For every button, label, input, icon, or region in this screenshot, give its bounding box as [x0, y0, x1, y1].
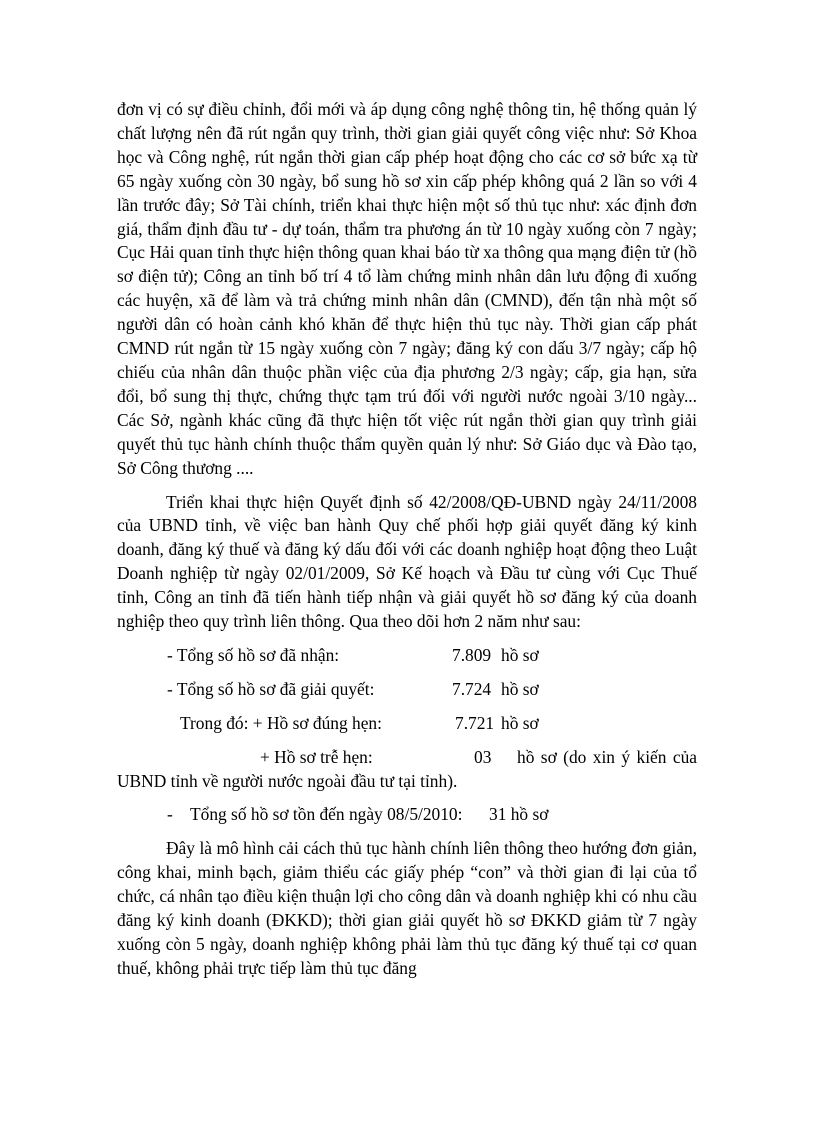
stat-resolved-label: - Tổng số hồ sơ đã giải quyết: — [167, 678, 375, 699]
paragraph-admin-reform: đơn vị có sự điều chỉnh, đổi mới và áp dụng công nghệ thông tin, hệ thống quản lý chất lượng nên đã rút ngắn quy trình, thời gian giải quyết công việc như: Sở Khoa học và Công nghệ, rút ngắn thời gian cấp phép hoạt động cho các cơ sở bức xạ từ 65 ngày xuống còn 30 ngày, bổ sung hồ sơ xin cấp phép không quá 2 lần so với 4 lần trước đây; Sở Tài chính, triển khai thực hiện một số thủ tục như: xác định đơn giá, thẩm định đầu tư - dự toán, thẩm tra phương án từ 10 ngày xuống còn 7 ngày; Cục Hải quan tỉnh thực hiện thông quan khai báo từ xa thông qua mạng điện tử (hồ sơ điện tử); Công an tỉnh bố trí 4 tổ làm chứng minh nhân dân lưu động đi xuống các huyện, xã để làm và trả chứng minh nhân dân (CMND), đến tận nhà một số người dân có hoàn cảnh khó khăn để thực hiện thủ tục này. Thời gian cấp phát CMND rút ngắn từ 15 ngày xuống còn 7 ngày; đăng ký con dấu 3/7 ngày; cấp hộ chiếu của nhân dân thuộc phần việc của địa phương 2/3 ngày; cấp, gia hạn, sửa đổi, bổ sung thị thực, chứng thực tạm trú đối với người nước ngoài 3/10 ngày... Các Sở, ngành khác cũng đã thực hiện tốt việc rút ngắn thời gian quy trình giải quyết thủ tục hành chính thuộc thẩm quyền quản lý như: Sở Giáo dục và Đào tạo, Sở Công thương .... — [117, 99, 697, 478]
stat-backlog-label: Tổng số hồ sơ tồn đến ngày 08/5/2010: — [190, 804, 463, 825]
stat-ontime-unit: hồ sơ — [501, 712, 539, 733]
stat-ontime-value: 7.721 — [455, 712, 495, 733]
stat-late-note-line1: hồ sơ (do xin ý kiến của — [517, 746, 697, 767]
stat-backlog-value: 31 hồ sơ — [489, 804, 549, 825]
stat-late-note-line2: UBND tỉnh về người nước ngoài đầu tư tại tỉnh). — [117, 770, 458, 791]
stat-resolved-unit: hồ sơ — [501, 678, 539, 699]
stat-late-value: 03 — [474, 746, 492, 767]
stat-resolved-value: 7.724 — [452, 678, 492, 699]
paragraph-decision-42: Triển khai thực hiện Quyết định số 42/2008/QĐ-UBND ngày 24/11/2008 của UBND tỉnh, về việc ban hành Quy chế phối hợp giải quyết đăng ký kinh doanh, đăng ký thuế và đăng ký dấu đối với các doanh nghiệp hoạt động theo Luật Doanh nghiệp từ ngày 02/01/2009, Sở Kế hoạch và Đầu tư cùng với Cục Thuế tỉnh, Công an tỉnh đã tiến hành tiếp nhận và giải quyết hồ sơ đăng ký của doanh nghiệp theo quy trình liên thông. Qua theo dõi hơn 2 năm như sau: — [117, 491, 697, 632]
stat-received-unit: hồ sơ — [501, 644, 539, 665]
stat-late-label: + Hồ sơ trễ hẹn: — [260, 746, 373, 767]
stat-ontime-row — [117, 712, 697, 736]
stat-received-value: 7.809 — [452, 644, 492, 665]
stat-late-row — [117, 746, 697, 770]
stat-ontime-label: Trong đó: + Hồ sơ đúng hẹn: — [180, 712, 382, 733]
document-page — [117, 98, 697, 981]
stat-received-label: - Tổng số hồ sơ đã nhận: — [167, 644, 340, 665]
paragraph-one-stop-model: Đây là mô hình cải cách thủ tục hành chính liên thông theo hướng đơn giản, công khai, minh bạch, giảm thiểu các giấy phép “con” và thời gian đi lại của tổ chức, cá nhân tạo điều kiện thuận lợi cho công dân và doanh nghiệp khi có nhu cầu đăng ký kinh doanh (ĐKKD); thời gian giải quyết hồ sơ ĐKKD giảm từ 7 ngày xuống còn 5 ngày, doanh nghiệp không phải làm thủ tục đăng ký thuế tại cơ quan thuế, không phải trực tiếp làm thủ tục đăng — [117, 838, 697, 978]
stat-backlog-dash: - — [167, 804, 173, 825]
stat-backlog-row — [117, 803, 697, 827]
stat-received-row — [117, 644, 697, 668]
stat-resolved-row — [117, 678, 697, 702]
